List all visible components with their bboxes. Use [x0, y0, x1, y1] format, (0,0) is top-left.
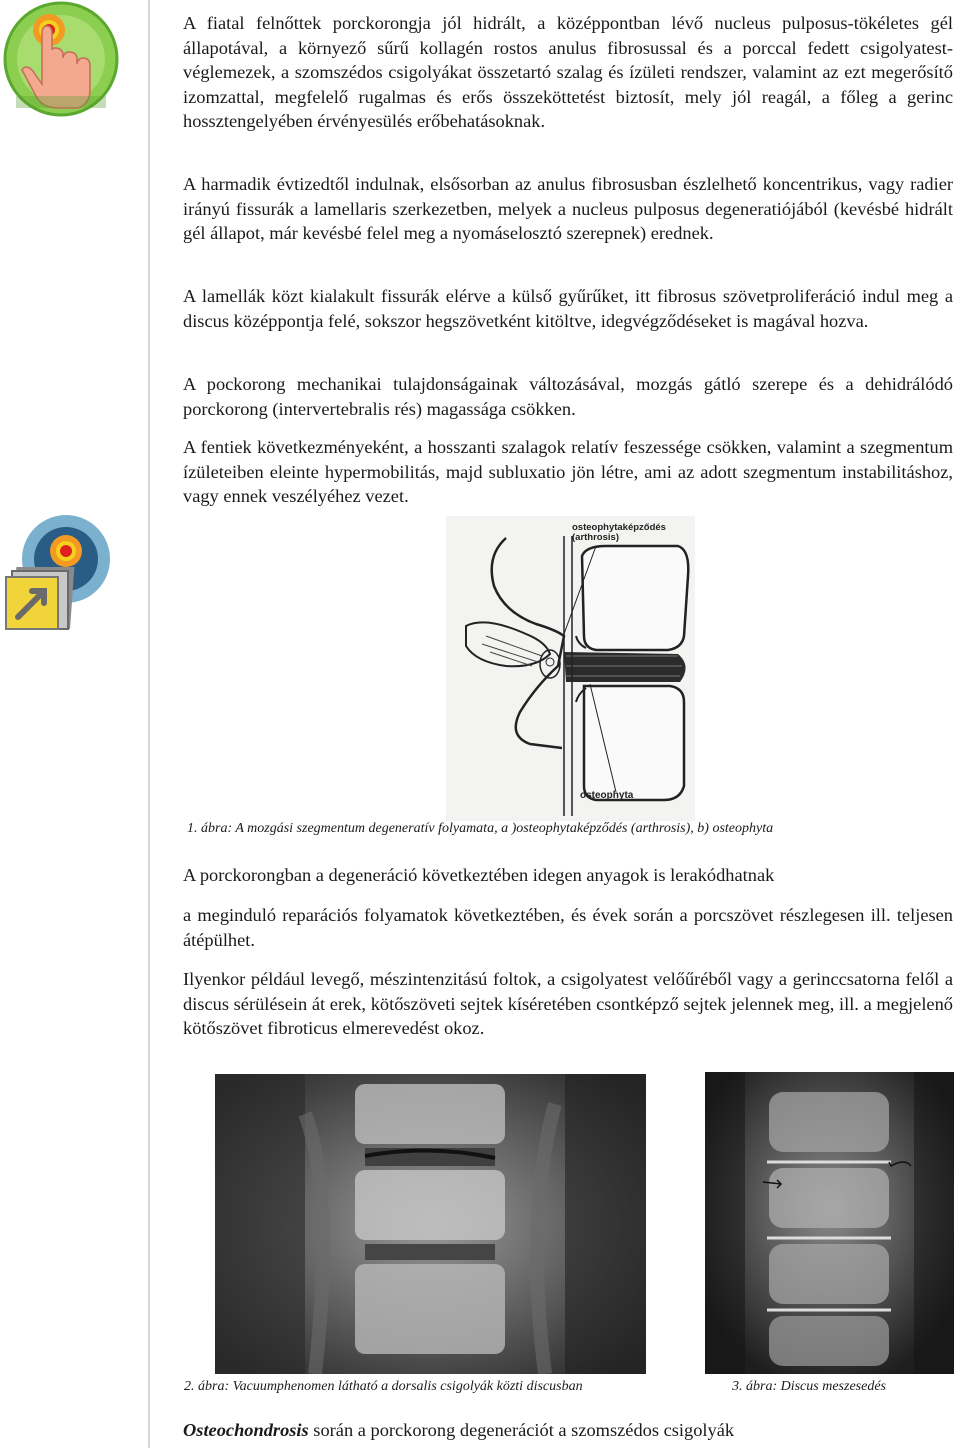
hand-press-icon	[2, 0, 120, 118]
figure1-label-bottom: osteophyta	[580, 790, 634, 801]
body-paragraph: a meginduló reparációs folyamatok következtében, és évek során a porcszövet részlegesen ill. teljesen átépülhet.	[183, 905, 953, 950]
figure-xray-cervical	[705, 1072, 954, 1374]
arrow-pointer-icon	[2, 515, 120, 633]
figure1-label-top-line2: (arthrosis)	[572, 532, 619, 543]
body-paragraph: Ilyenkor például levegő, mészintenzitású foltok, a csigolyatest velőűréből vagy a gerinccsatorna felől a discus sérülésein át erek, kötőszöveti sejtek kíséretében csontképző sejtek jelennek meg, ill. a megjelenő kötőszövet fibroticus elmerevedést okoz.	[183, 969, 953, 1039]
body-paragraph: A fiatal felnőttek porckorongja jól hidrált, a középpontban lévő nucleus pulposus-tökéletes gél állapotával, a környező sűrű kollagén rostos anulus fibrosussal és a porccal fedett csigolyatest-véglemezek, a szomszédos csigolyákat összetartó szalag és ízületi rendszer, valamint az ezt megerősítő izomzattal, megfelelő rugalmas és erős összeköttetést biztosít, mely jól reagál, a főleg a gerinc hossztengelyében érvényesülés erőbehatásoknak.	[183, 13, 953, 132]
figure2-caption: 2. ábra: Vacuumphenomen látható a dorsalis csigolyák közti discusban	[184, 1379, 583, 1394]
body-paragraph: A pockorong mechanikai tulajdonságainak változásával, mozgás gátló szerepe és a dehidrálódó porckorong (intervertebralis rés) magassága csökken.	[183, 374, 953, 419]
body-paragraph: A porckorongban a degeneráció következtében idegen anyagok is lerakódhatnak	[183, 865, 775, 885]
body-paragraph: A lamellák közt kialakult fissurák elérve a külső gyűrűket, itt fibrosus szövetproliferáció indul meg a discus középpontja felé, sokszor hegszövetként kitöltve, idegvégződéseket is magával hozva.	[183, 286, 953, 331]
closing-paragraph	[183, 1418, 953, 1443]
figure1-caption: 1. ábra: A mozgási szegmentum degeneratív folyamata, a )osteophytaképződés (arthrosis), b) osteophyta	[187, 821, 774, 836]
closing-paragraph-text: során a porckorong degenerációt a szomszédos csigolyák	[308, 1420, 735, 1440]
body-paragraph: A fentiek következményeként, a hosszanti szalagok relatív feszessége csökken, valamint a szegmentum ízületeiben eleinte hypermobilitás, majd subluxatio jön létre, ami az adott szegmentum instabilitáshoz, vagy ennek veszélyéhez vezet.	[183, 437, 953, 507]
left-margin-rule	[148, 0, 150, 1448]
body-paragraph: A harmadik évtizedtől indulnak, elsősorban az anulus fibrosusban észlelhető koncentrikus, vagy radier irányú fissurák a lamellaris szerkezetben, melyek a nucleus pulposus degeneratiójából (kevésbé hidrált gél állapot, már kevésbé felel meg a nyomáselosztó szerepnek) erednek.	[183, 174, 953, 244]
figure-xray-lumbar	[215, 1074, 646, 1374]
figure-spinal-segment-drawing	[446, 516, 695, 821]
term-osteochondrosis: Osteochondrosis	[183, 1420, 309, 1440]
figure1-label-top-line1: osteophytaképződés	[572, 522, 666, 533]
figure3-caption: 3. ábra: Discus meszesedés	[732, 1379, 886, 1394]
